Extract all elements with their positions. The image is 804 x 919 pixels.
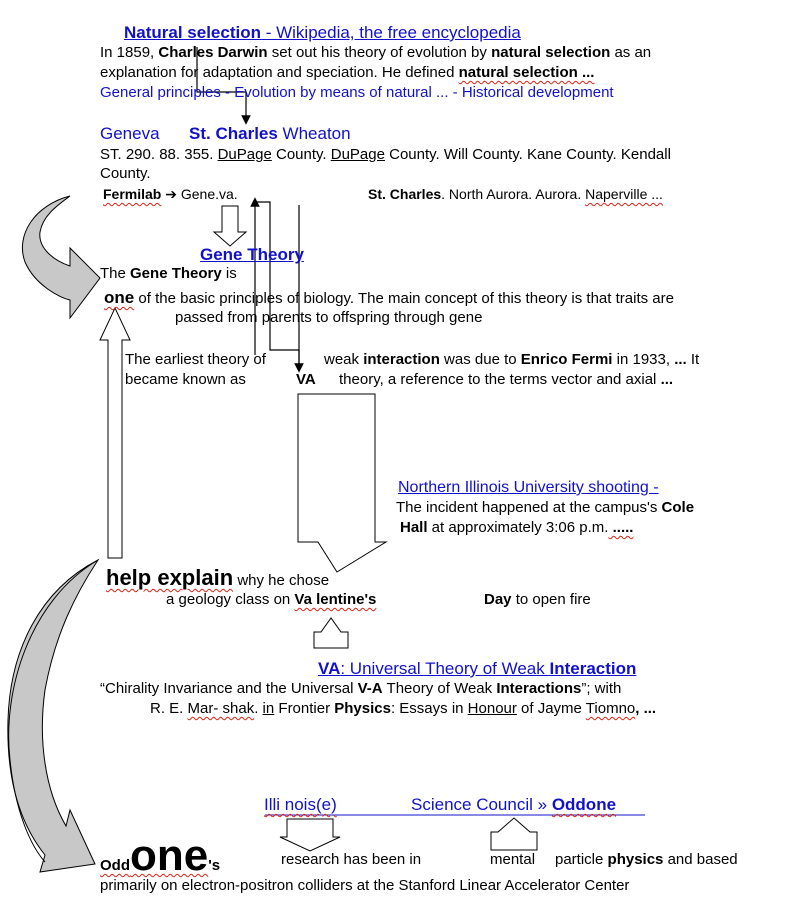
va-universal-theory-link[interactable]: VA: Universal Theory of Weak Interaction	[318, 659, 637, 678]
gene-theory-line1: The Gene Theory is	[100, 265, 237, 282]
natural-selection-sublinks[interactable]: General principles - Evolution by means of natural ... - Historical development	[100, 84, 614, 101]
block-arrow-down-illinois	[280, 819, 340, 851]
day-line: Day to open fire	[484, 591, 591, 608]
curved-arrow-bottom	[8, 560, 98, 872]
geneva-line1: ST. 290. 88. 355. DuPage County. DuPage County. Will County. Kane County. Kendall	[100, 146, 671, 163]
st-charles-line: St. Charles. North Aurora. Aurora. Naperville ...	[368, 186, 663, 202]
particle-physics-text: particle physics and based	[555, 851, 738, 868]
gene-theory-line2: one of the basic principles of biology. The main concept of this theory is that traits are	[104, 288, 674, 307]
niu-shooting-link[interactable]: Northern Illinois University shooting -	[398, 479, 659, 496]
natural-selection-title-rest[interactable]: - Wikipedia, the free encyclopedia	[261, 23, 521, 42]
help-explain-line1: help explain why he chose	[106, 565, 330, 590]
weak-interaction-line2b: theory, a reference to the terms vector and axial ...	[339, 371, 674, 388]
niu-line1: The incident happened at the campus's Cole	[396, 499, 695, 516]
science-council-link[interactable]: Science Council » Oddone	[411, 795, 617, 814]
va-line1: “Chirality Invariance and the Universal V-A Theory of Weak Interactions”; with	[100, 680, 622, 697]
odd-one-line: Oddone's	[100, 831, 221, 880]
mental-text: mental	[490, 851, 536, 868]
one-word: one	[104, 288, 135, 307]
naperville-text: Naperville ...	[585, 186, 663, 202]
help-explain-line2: a geology class on Va lentine's	[166, 591, 377, 608]
weak-interaction-line1a: The earliest theory of	[125, 351, 266, 368]
natural-selection-link[interactable]	[124, 23, 521, 43]
slac-line: primarily on electron-positron colliders at the Stanford Linear Accelerator Center	[100, 877, 630, 894]
one-big-text: one	[130, 831, 209, 880]
geneva-link[interactable]: Geneva	[100, 124, 160, 143]
block-arrow-up-small	[314, 618, 348, 648]
fermilab-line	[103, 184, 238, 204]
block-arrow-down-big	[298, 394, 386, 572]
gene-theory-title[interactable]: Gene Theory	[200, 245, 304, 264]
natural-selection-line2: explanation for adaptation and speciation. He defined natural selection ...	[100, 64, 595, 81]
wheaton-link[interactable]: Wheaton	[277, 124, 351, 143]
weak-interaction-line1b: weak interaction was due to Enrico Fermi in 1933, ... It	[324, 351, 700, 368]
illinois-link[interactable]: Illi nois(e)	[264, 795, 337, 814]
natural-selection-title[interactable]: Natural selection	[124, 23, 261, 42]
niu-line2: Hall at approximately 3:06 p.m. .....	[400, 519, 634, 536]
gene-va-text: Gene.va.	[180, 186, 238, 202]
va-line2: R. E. Mar- shak. in Frontier Physics: Essays in Honour of Jayme Tiomno, ...	[150, 700, 657, 717]
block-arrow-down-small	[214, 206, 246, 246]
arrow-glyph: ➔	[161, 186, 181, 202]
fermilab-text: Fermilab	[103, 186, 162, 202]
weak-interaction-line2a: became known as	[125, 371, 246, 388]
geneva-heading[interactable]	[100, 124, 351, 144]
help-explain-text: help explain	[106, 565, 234, 590]
st-charles-link[interactable]: St. Charles	[189, 124, 278, 143]
connector-arrow-2	[255, 202, 299, 368]
block-arrow-up-tall	[100, 308, 130, 558]
gene-theory-line3: passed from parents to offspring through gene	[175, 309, 483, 326]
curved-arrow-top	[22, 196, 100, 318]
valentines-text: Va lentine's	[294, 591, 377, 608]
research-text: research has been in	[281, 851, 422, 868]
natural-selection-line1: In 1859, Charles Darwin set out his theory of evolution by natural selection as an	[100, 44, 652, 61]
geneva-line2: County.	[100, 165, 151, 182]
oddone-link[interactable]: Oddone	[551, 795, 617, 814]
va-label: VA	[296, 371, 316, 388]
block-arrow-up-council	[491, 818, 537, 850]
